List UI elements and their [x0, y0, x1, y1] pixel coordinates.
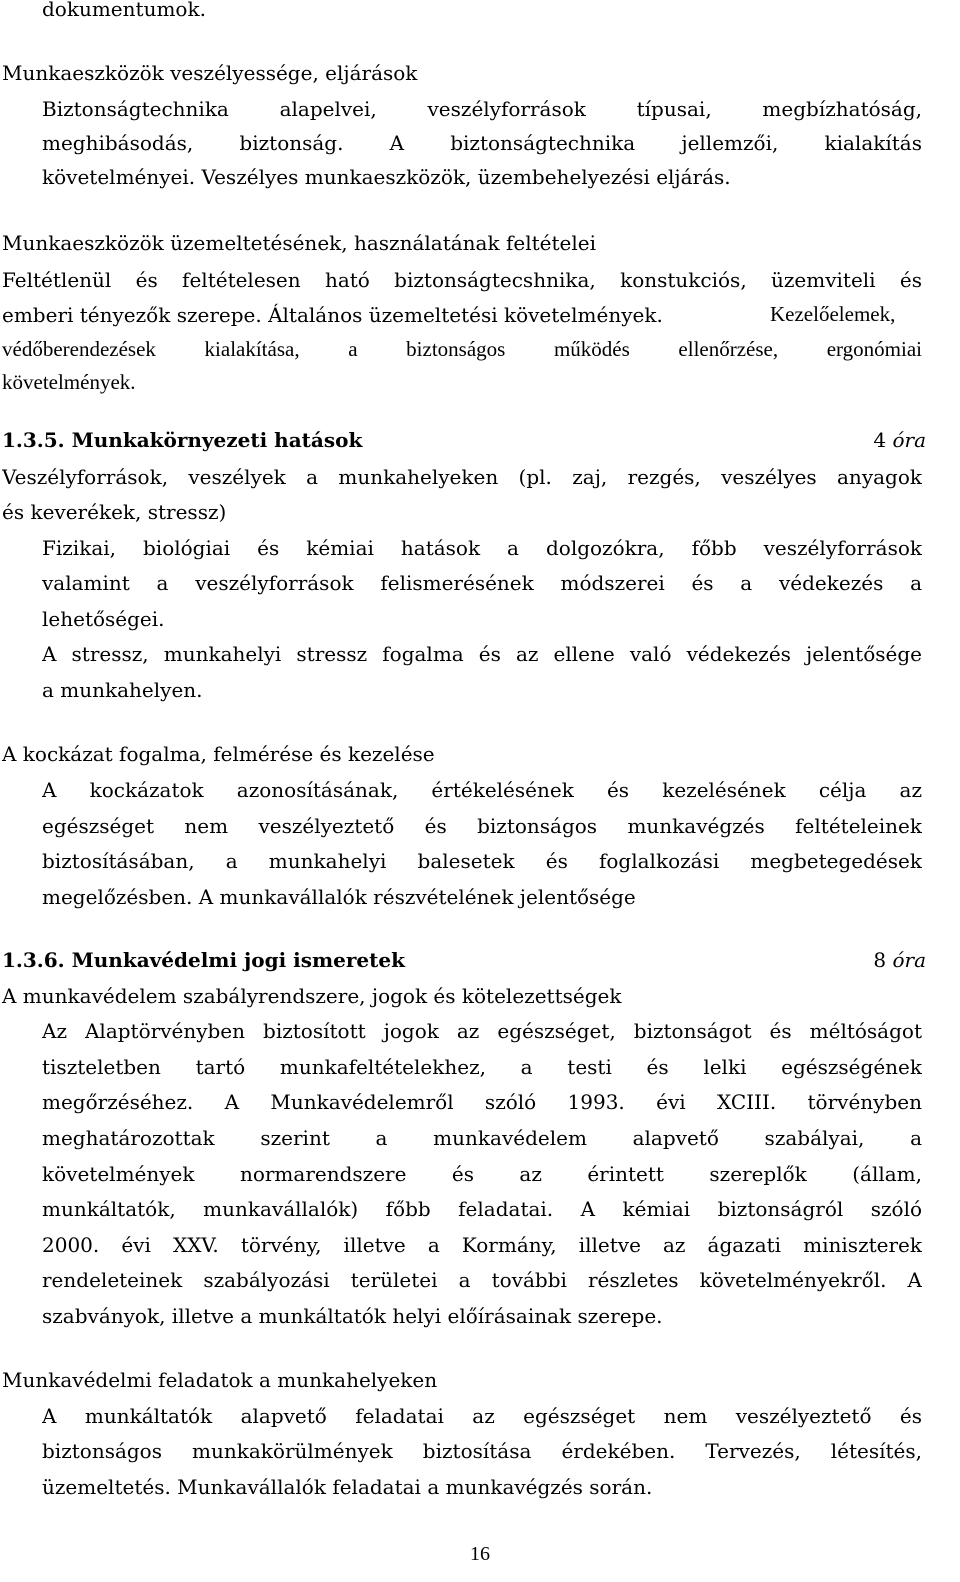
paragraph-line: Veszélyforrások, veszélyek a munkahelyeken (pl. zaj, rezgés, veszélyes anyagok — [2, 465, 922, 489]
paragraph-line: szabványok, illetve a munkáltatók helyi előírásainak szerepe. — [42, 1304, 663, 1328]
hours-unit: óra — [892, 428, 926, 452]
section-hours — [800, 942, 926, 978]
paragraph-line: egészséget nem veszélyeztető és biztonságos munkavégzés feltételeinek — [42, 814, 922, 838]
section-hours — [800, 422, 926, 458]
section-title: Munkakörnyezeti hatások — [71, 428, 363, 452]
paragraph-line: megőrzéséhez. A Munkavédelemről szóló 1993. évi XCIII. törvényben — [42, 1090, 922, 1114]
hours-number: 8 — [873, 948, 887, 972]
paragraph-line: biztonságos munkakörülmények biztosítása érdekében. Tervezés, létesítés, — [42, 1439, 922, 1463]
paragraph-line: követelmények normarendszere és az érintett szereplők (állam, — [42, 1162, 922, 1186]
section-number: 1.3.6. — [2, 948, 65, 972]
paragraph-line: 2000. évi XXV. törvény, illetve a Kormány, illetve az ágazati miniszterek — [42, 1233, 922, 1257]
subsection-title: Munkavédelmi feladatok a munkahelyeken — [2, 1368, 438, 1392]
page-number: 16 — [470, 1543, 490, 1565]
hours-number: 4 — [873, 428, 887, 452]
hours-unit: óra — [892, 948, 926, 972]
subsection-title: A munkavédelem szabályrendszere, jogok és kötelezettségek — [2, 984, 622, 1008]
subsection-title: A kockázat fogalma, felmérése és kezelése — [2, 742, 435, 766]
paragraph-line: emberi tényezők szerepe. Általános üzemeltetési követelmények. — [2, 303, 663, 327]
paragraph-line: lehetőségei. — [42, 607, 165, 631]
paragraph-line: és keverékek, stressz) — [2, 500, 227, 524]
section-heading — [2, 942, 405, 978]
paragraph-line: valamint a veszélyforrások felismerésének módszerei és a védekezés a — [42, 571, 922, 595]
paragraph-line: A kockázatok azonosításának, értékelésének és kezelésének célja az — [42, 778, 922, 802]
paragraph-line: A munkáltatók alapvető feladatai az egészséget nem veszélyeztető és — [42, 1404, 922, 1428]
section-heading — [2, 422, 362, 458]
section-title: Munkavédelmi jogi ismeretek — [71, 948, 405, 972]
paragraph-line: tiszteletben tartó munkafeltételekhez, a testi és lelki egészségének — [42, 1055, 922, 1079]
subsection-title: Munkaeszközök veszélyessége, eljárások — [2, 61, 418, 85]
paragraph-line: üzemeltetés. Munkavállalók feladatai a munkavégzés során. — [42, 1475, 653, 1499]
paragraph-line: Feltétlenül és feltételesen ható biztonságtecshnika, konstukciós, üzemviteli és — [2, 268, 922, 292]
paragraph-line: meghibásodás, biztonság. A biztonságtechnika jellemzői, kialakítás — [42, 131, 922, 155]
paragraph-line: munkáltatók, munkavállalók) főbb feladatai. A kémiai biztonságról szóló — [42, 1197, 922, 1221]
section-number: 1.3.5. — [2, 428, 65, 452]
paragraph-line: megelőzésben. A munkavállalók részvételének jelentősége — [42, 885, 636, 909]
paragraph-line: Biztonságtechnika alapelvei, veszélyforrások típusai, megbízhatóság, — [42, 97, 922, 121]
paragraph-line: követelmények. — [2, 370, 136, 394]
paragraph-line: Fizikai, biológiai és kémiai hatások a dolgozókra, főbb veszélyforrások — [42, 536, 922, 560]
paragraph-line: rendeleteinek szabályozási területei a további részletes követelményekről. A — [42, 1268, 922, 1292]
paragraph-line: biztosításában, a munkahelyi balesetek és foglalkozási megbetegedések — [42, 849, 922, 873]
subsection-title: Munkaeszközök üzemeltetésének, használatának feltételei — [2, 231, 596, 255]
paragraph-line: követelményei. Veszélyes munkaeszközök, üzembehelyezési eljárás. — [42, 165, 731, 189]
paragraph-line: Az Alaptörvényben biztosított jogok az egészséget, biztonságot és méltóságot — [42, 1019, 922, 1043]
paragraph-line: Kezelőelemek, — [770, 302, 896, 326]
continuation-text: dokumentumok. — [42, 0, 206, 21]
paragraph-line: meghatározottak szerint a munkavédelem alapvető szabályai, a — [42, 1126, 922, 1150]
paragraph-line: a munkahelyen. — [42, 678, 203, 702]
paragraph-line: A stressz, munkahelyi stressz fogalma és az ellene való védekezés jelentősége — [42, 642, 922, 666]
paragraph-line: védőberendezések kialakítása, a biztonságos működés ellenőrzése, ergonómiai — [2, 337, 922, 361]
